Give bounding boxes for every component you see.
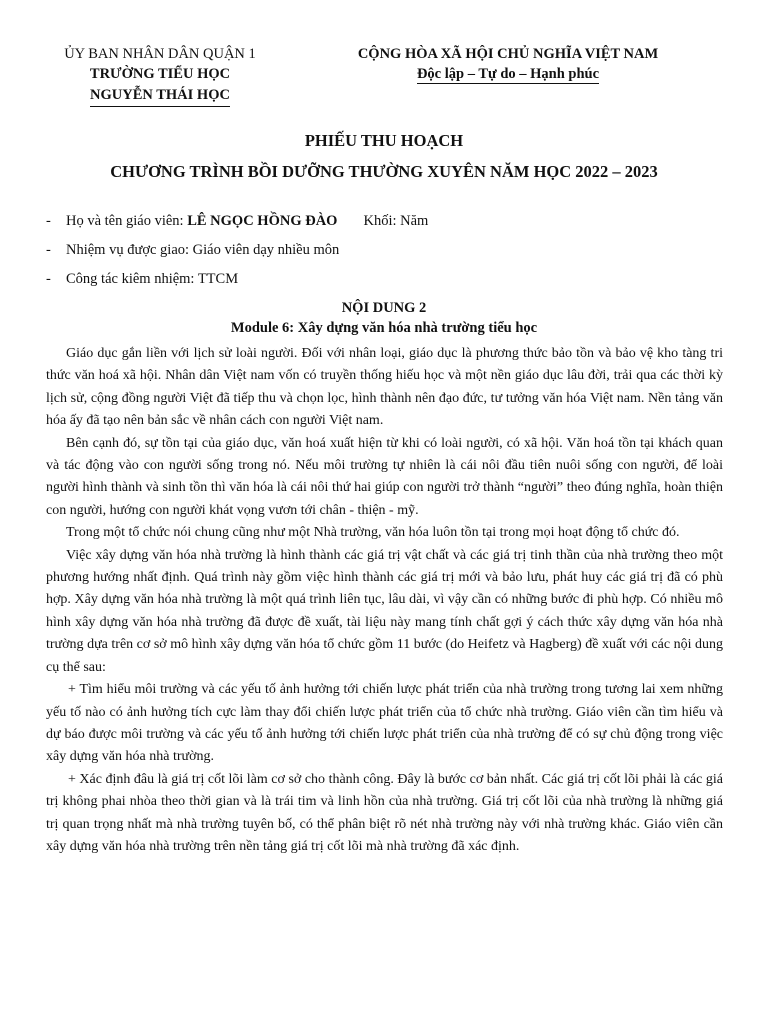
issuer-school-name (40, 84, 280, 107)
module-heading: Module 6: Xây dựng văn hóa nhà trường tiểu học (230, 320, 538, 336)
issuer-district: ỦY BAN NHÂN DÂN QUẬN 1 (64, 46, 256, 62)
teacher-label: Họ và tên giáo viên: (66, 213, 188, 229)
document-title: PHIẾU THU HOẠCH (304, 131, 464, 150)
bullet-paragraph: + Tìm hiểu môi trường và các yếu tố ảnh hưởng tới chiến lược phát triển của nhà trường trong tương lai xem những yếu tố nào có ảnh hưởng tích cực làm thay đổi chiến lược phát triển của tổ chức nhà trường. Giáo viên cần tìm hiểu và dự báo được môi trường và các yếu tố ảnh hưởng tới chiến lược phát triển của nhà trường để có sự chủ động trong việc xây dựng văn hóa nhà trường. (46, 682, 723, 765)
concurrent-text: Công tác kiêm nhiệm: TTCM (66, 271, 239, 287)
bullet-paragraph: + Xác định đâu là giá trị cốt lõi làm cơ sở cho thành công. Đây là bước cơ bản nhất. Các giá trị cốt lõi phải là các giá trị không phai nhòa theo thời gian và là trái tim và linh hồn của nhà trường. Giá trị cốt lõi của nhà trường là những giá trị quan trọng nhất mà nhà trường tuyên bố, có thể phân biệt rõ nét nhà trường này với nhà trường khác. Giáo viên cần xây dựng văn hóa nhà trường trên nền tảng giá trị cốt lõi mà nhà trường đã xác định. (46, 771, 723, 854)
teacher-info-line (46, 213, 726, 230)
paragraph: Bên cạnh đó, sự tồn tại của giáo dục, văn hoá xuất hiện từ khi có loài người, có xã hội. Văn hoá tồn tại khách quan và tác động vào con người sống trong nó. Nếu môi trường tự nhiên là cái nôi đầu tiên nuôi sống con người, để loài người hình thành và sinh tồn thì văn hóa là cái nôi thứ hai giúp con người trở thành “người” theo đúng nghĩa, hoàn thiện con người, hướng con người khát vọng vươn tới chân - thiện - mỹ. (46, 435, 723, 518)
list-dash: - (46, 213, 51, 229)
national-motto (338, 64, 678, 84)
national-motto-block (338, 44, 678, 84)
issuer-school-name-text: NGUYỄN THÁI HỌC (90, 84, 230, 107)
duty-text: Nhiệm vụ được giao: Giáo viên dạy nhiều môn (66, 242, 340, 258)
document-subtitle: CHƯƠNG TRÌNH BỒI DƯỠNG THƯỜNG XUYÊN NĂM HỌC 2022 – 2023 (110, 162, 658, 181)
paragraph: Việc xây dựng văn hóa nhà trường là hình thành các giá trị vật chất và các giá trị tinh thần của nhà trường theo một phương hướng nhất định. Quá trình này gồm việc hình thành các giá trị mới và bảo lưu, phát huy các giá trị đã có phù hợp. Xây dựng văn hóa nhà trường là một quá trình liên tục, lâu dài, vì vậy cần có những bước đi phù hợp. Có nhiều mô hình xây dựng văn hóa nhà trường đã được đề xuất, tài liệu này mang tính chất gợi ý cách thức xây dựng văn hóa nhà trường dựa trên cơ sở mô hình xây dựng văn hóa tổ chức gồm 11 bước (do Heifetz và Hagberg) đề xuất với các nội dung cụ thể sau: (46, 547, 723, 675)
list-dash: - (46, 271, 51, 287)
body-text (46, 343, 723, 858)
issuer-school-type: TRƯỜNG TIỂU HỌC (89, 66, 231, 82)
paragraph: Giáo dục gắn liền với lịch sử loài người. Đối với nhân loại, giáo dục là phương thức bảo tồn và bảo vệ kho tàng tri thức văn hoá xã hội. Nhân dân Việt nam vốn có truyền thống hiếu học và một nền giáo dục lâu đời, trải qua các thời kỳ lịch sử, cộng đồng người Việt đã tiếp thu và chọn lọc, hình thành nên đạo đức, tư tưởng văn hóa Việt nam. Nền tảng văn hóa ấy đã tạo nên bản sắc về nhân cách con người Việt nam. (46, 346, 723, 429)
paragraph: Trong một tổ chức nói chung cũng như một Nhà trường, văn hóa luôn tồn tại trong mọi hoạt động tổ chức đó. (66, 525, 680, 541)
national-motto-text: Độc lập – Tự do – Hạnh phúc (416, 66, 600, 82)
concurrent-info-line (46, 271, 726, 288)
document-header (0, 44, 768, 114)
grade-label: Khối: Năm (363, 213, 429, 229)
section-heading: NỘI DUNG 2 (341, 300, 427, 316)
issuer-block (40, 44, 280, 107)
duty-info-line (46, 242, 726, 259)
national-name: CỘNG HÒA XÃ HỘI CHỦ NGHĨA VIỆT NAM (357, 46, 659, 62)
list-dash: - (46, 242, 51, 258)
teacher-name: LÊ NGỌC HỒNG ĐÀO (187, 213, 338, 229)
